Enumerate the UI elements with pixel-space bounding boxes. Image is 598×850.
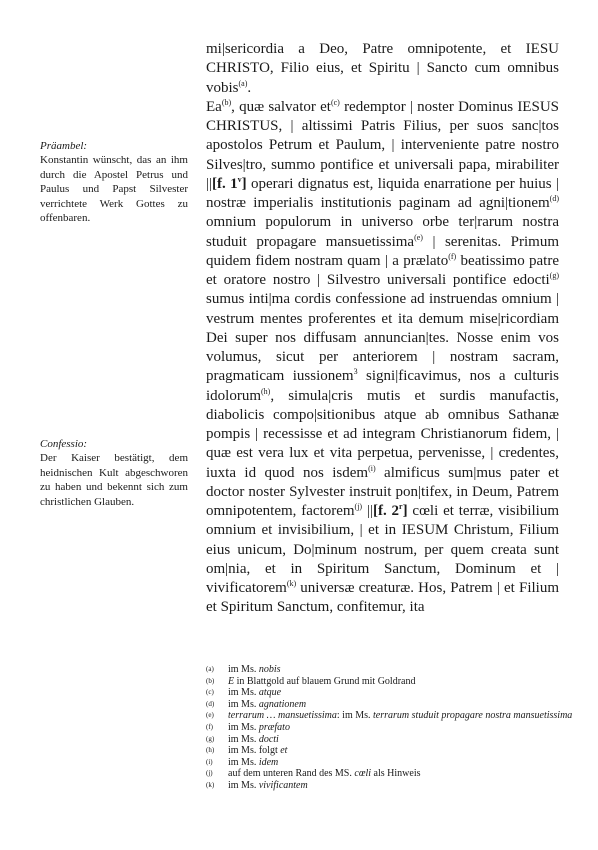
footnote-mark: (i) <box>206 757 213 766</box>
footnote: (b) E in Blattgold auf blauem Grund mit Goldrand <box>206 675 416 687</box>
footnote: (h) im Ms. folgt et <box>206 745 288 757</box>
footnote-ref: (j) <box>354 502 363 511</box>
footnote: (g) im Ms. docti <box>206 733 279 745</box>
margin-note-text: Der Kaiser bestätigt, dem heidnischen Kult abgeschworen zu haben und bekennt sich zum christlichen Glauben. <box>40 452 188 508</box>
footnotes <box>206 664 576 792</box>
footnote: (e) terrarum … mansuetissima: im Ms. terrarum studuit propagare nostra mansuetissima <box>206 710 573 722</box>
footnote-ref: (b) <box>221 97 232 107</box>
footnote-ref: (h) <box>261 386 271 396</box>
text-segment: Ea <box>206 98 222 115</box>
footnote: (d) im Ms. agnationem <box>206 698 307 710</box>
text-segment: mi|sericordia a Deo, Patre omnipotente, et IESU CHRISTO, Filio eius, et Spiritu | Sancto cum omnibus vobis <box>206 41 559 96</box>
footnote-mark: (a) <box>206 665 214 673</box>
footnote-ref: (e) <box>414 232 423 242</box>
footnote-ref: (d) <box>549 194 559 203</box>
main-text-column <box>206 40 559 618</box>
text-segment: omnium populorum in universo orbe ter|rarum nostra studuit propagare mansuetissima <box>206 214 559 250</box>
text-segment: operari dignatus est, liquida enarratione per huius | nostræ imperialis institutionis paginam ad agni|tionem <box>206 175 559 211</box>
margin-note-heading: Confessio: <box>40 438 88 450</box>
footnote-mark: (f) <box>206 722 213 731</box>
footnote-mark: (c) <box>206 688 214 697</box>
text-segment: redemptor | noster Dominus IESUS CHRISTUS, | altissimi Patris Filius, per suos sanc|tos apostolos Petrum et Paulum, | interveniente patre nostro Silves|tro, summo pontifice et universali papa, mirabiliter || <box>206 98 559 192</box>
text-segment: beatissimo patre et oratore nostro | Silvestro universali pontifice edocti <box>206 252 559 288</box>
margin-note-text: Konstantin wünscht, das an ihm durch die Apostel Petrus und Paulus und Papst Silvester verrichtete Werk Gottes zu offenbaren. <box>40 154 188 225</box>
footnote-mark: (k) <box>206 780 215 789</box>
text-segment: almificus sum|mus pater et doctor noster Sylvester instruit pon|tifex, in Deum, Patrem omnipotentem, factorem <box>206 464 559 519</box>
footnote-ref: 3 <box>353 367 358 377</box>
footnote-mark: (g) <box>206 734 215 743</box>
text-segment: . <box>247 79 252 96</box>
text-segment: universæ creaturæ. Hos, Patrem | et Filium et Spiritum Sanctum, confitemur, ita <box>206 580 559 616</box>
margin-note-confessio <box>40 437 188 509</box>
footnote: (k) im Ms. vivificantem <box>206 779 308 791</box>
footnote: (i) im Ms. idem <box>206 756 279 768</box>
footnote-ref: (k) <box>286 579 297 588</box>
footnote-ref: (i) <box>368 463 376 473</box>
footnote-ref: (f) <box>448 251 457 261</box>
footnote-mark: (d) <box>206 699 215 708</box>
text-segment: || <box>362 503 373 519</box>
footnote-mark: (j) <box>206 769 213 778</box>
footnote: (a) im Ms. nobis <box>206 664 281 675</box>
footnote: (j) auf dem unteren Rand des MS. cœli als Hinweis <box>206 768 421 780</box>
text-segment: , simula|cris mutis et surdis manufactis, diabolicis compo|sitionibus atque ab omnibus Sathanæ pompis | recessisse et ad integram Christianorum fidem, | quæ est vera lux et vita perpetua, pervenisse, | credentes, iuxta id quod nos isdem <box>206 387 559 481</box>
footnote-ref: (c) <box>330 97 340 107</box>
footnote-ref: (a) <box>238 78 248 88</box>
folio-marker: [f. 2$^r$] <box>372 502 408 519</box>
footnote: (c) im Ms. atque <box>206 687 282 699</box>
margin-note-praeambel <box>40 139 188 225</box>
paragraph <box>206 98 559 618</box>
paragraph <box>206 40 559 98</box>
folio-marker: [f. 1$^v$] <box>212 174 247 192</box>
text-segment: signi|ficavimus, nos a culturis idolorum <box>206 368 559 404</box>
text-segment: cœli et terræ, visibilium omnium et invisibilium, | et in IESUM Christum, Filium eius unicum, Do|minum nostrum, per quem creata sunt om|nia, et in Spiritum Sanctum, Dominum et | vivificatorem <box>206 503 559 596</box>
margin-note-heading: Präambel: <box>40 140 88 152</box>
text-segment: , quæ salvator et <box>231 98 331 115</box>
footnote-mark: (e) <box>206 711 214 720</box>
text-segment: sumus inti|ma cordis confessione ad instruendas omnium | vestrum mentes proferentes et ita demum mise|ricordiam Dei super nos diffusam annuncian|tes. Nosse enim vos volumus, sicut per anteriorem | nostram sacram, pragmaticam iussionem <box>206 291 559 385</box>
footnote-mark: (b) <box>206 676 215 685</box>
text-segment: | serenitas. Primum quidem fidem nostram quam | a prælato <box>206 233 559 269</box>
footnote-ref: (g) <box>549 271 559 280</box>
footnote: (f) im Ms. præfato <box>206 721 290 733</box>
footnote-mark: (h) <box>206 746 215 755</box>
